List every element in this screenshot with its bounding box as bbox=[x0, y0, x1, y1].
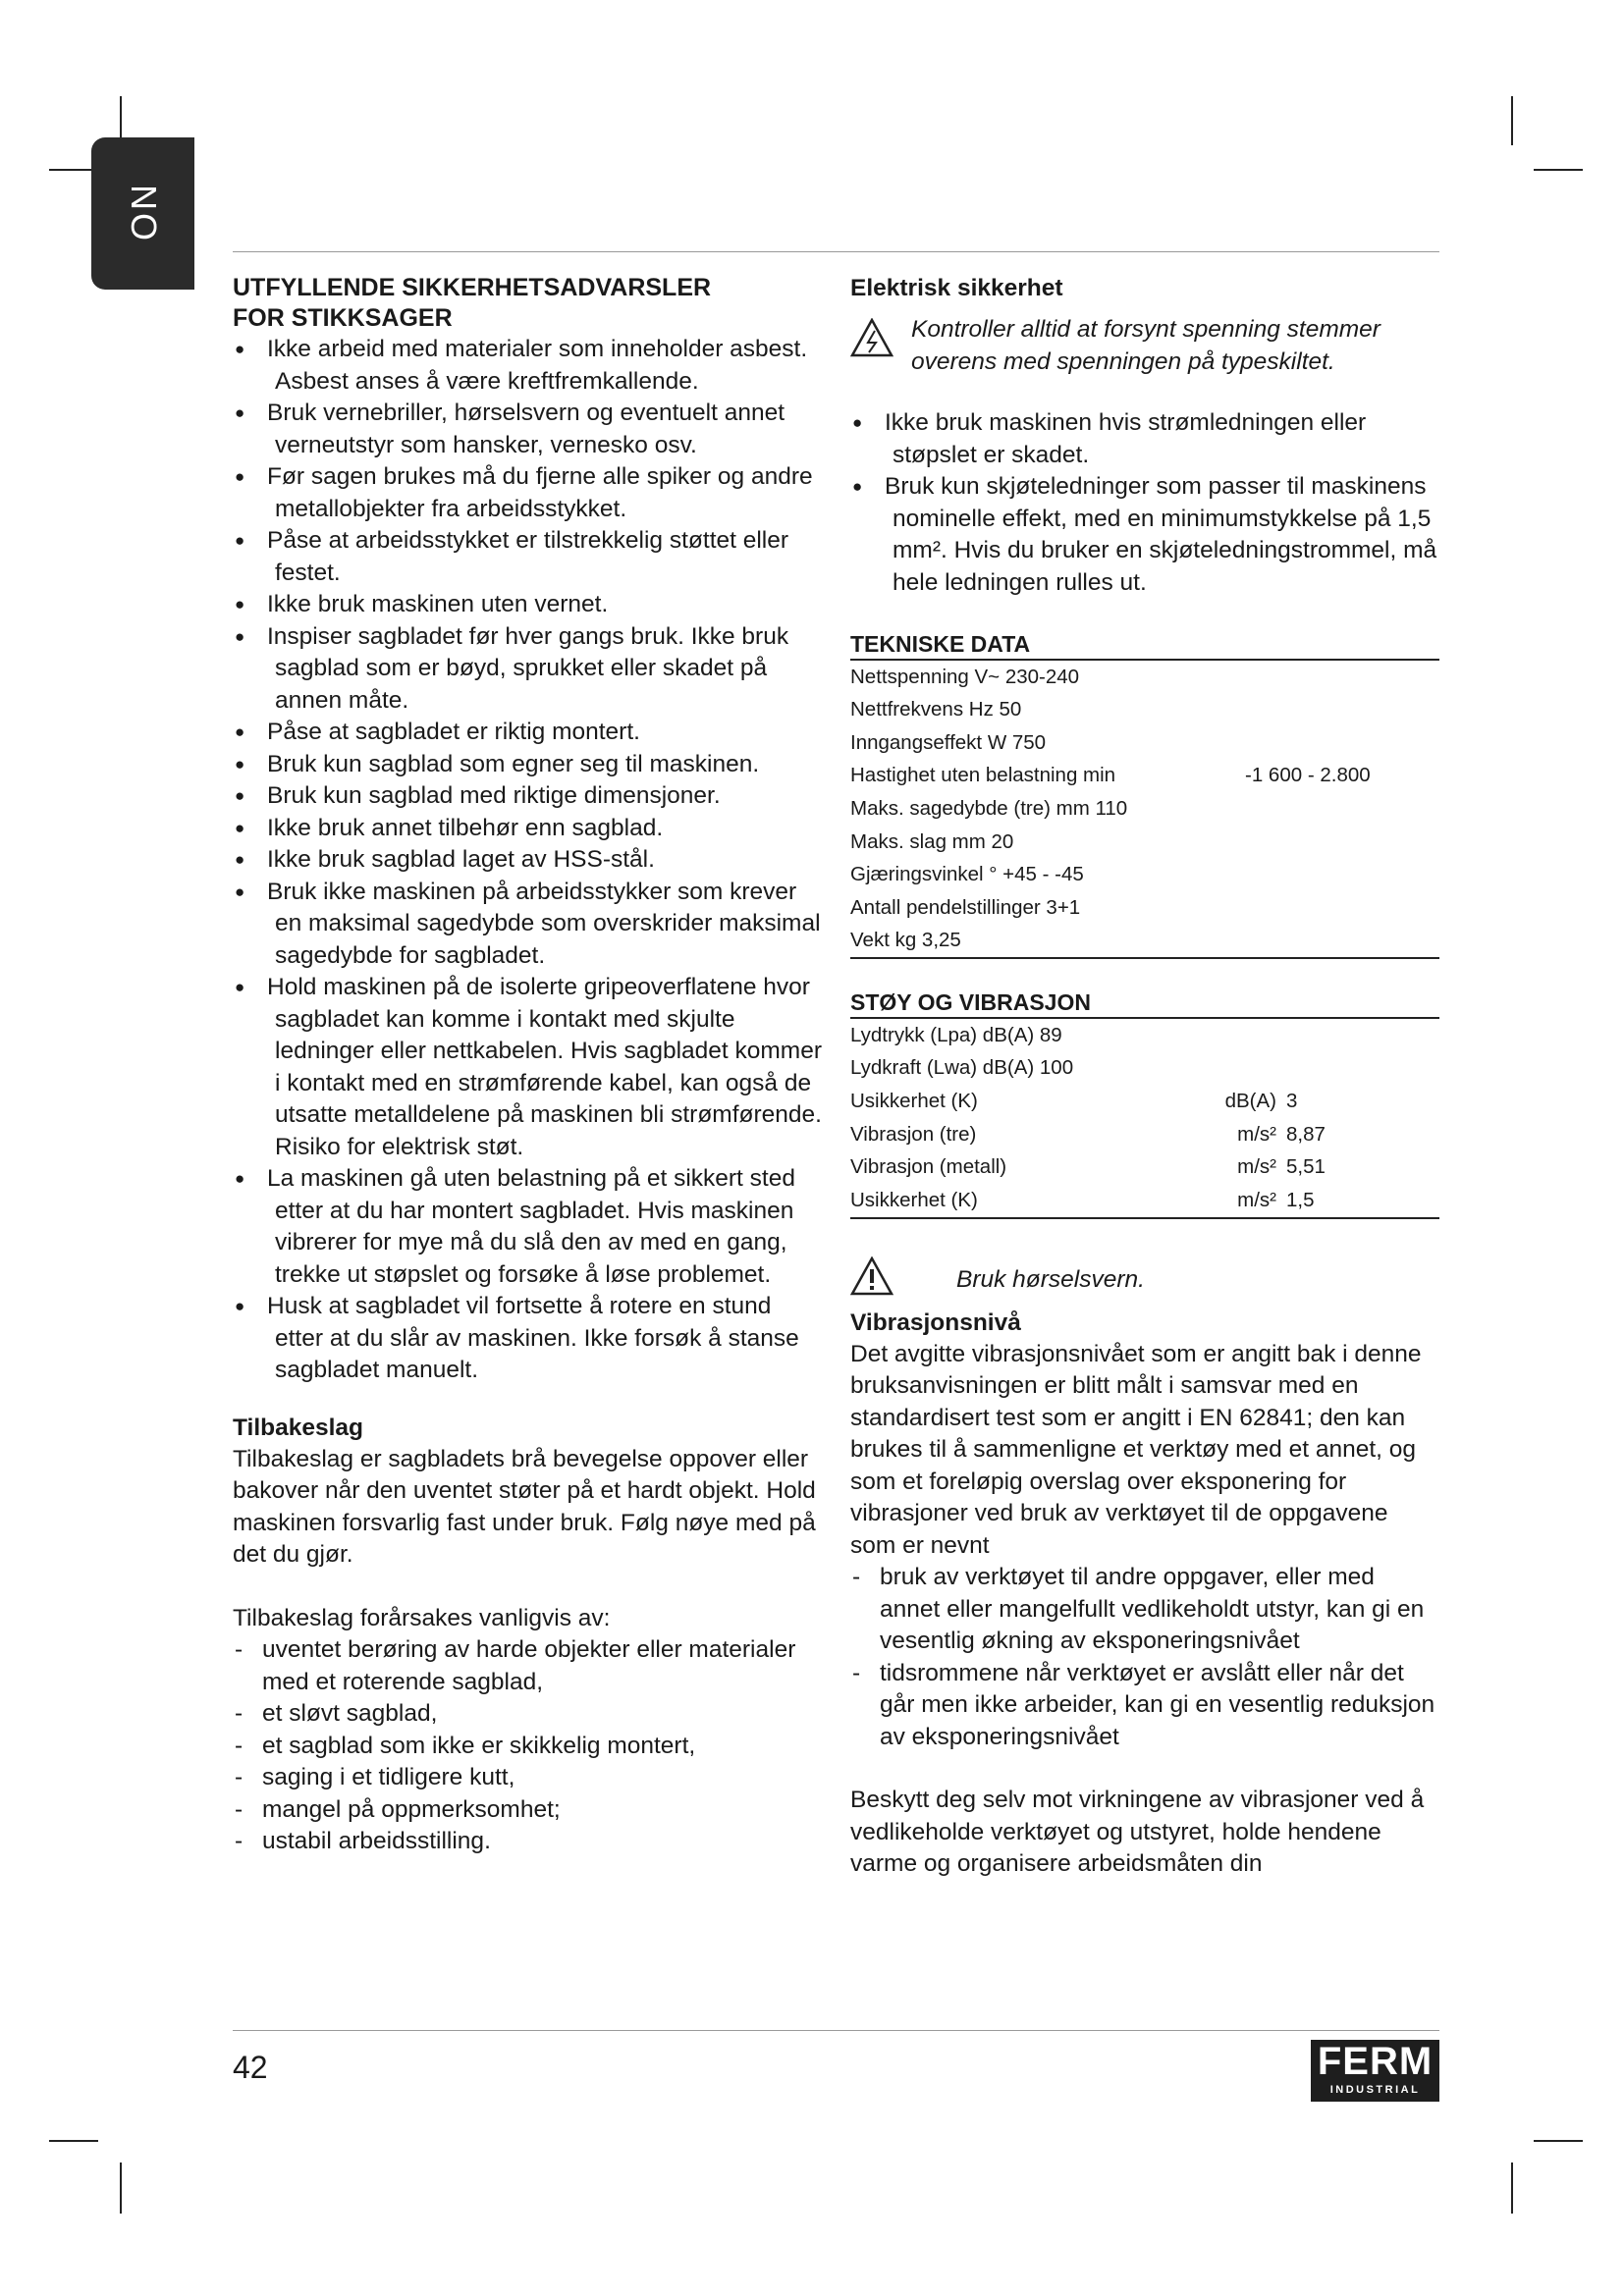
table-cell: m/s² bbox=[1204, 1184, 1286, 1218]
language-code: NO bbox=[123, 184, 164, 243]
table-cell: Lydtrykk (Lpa) dB(A) 89 bbox=[850, 1023, 1062, 1046]
bottom-rule bbox=[233, 2030, 1439, 2031]
table-cell bbox=[1245, 859, 1439, 892]
list-item: ● Bruk kun sagblad som egner seg til maskinen. bbox=[233, 749, 822, 781]
top-rule bbox=[233, 251, 1439, 252]
table-row bbox=[850, 1019, 1439, 1052]
table-cell bbox=[1204, 1019, 1286, 1052]
ferm-logo: FERM INDUSTRIAL bbox=[1311, 2040, 1439, 2102]
table-cell: Lydkraft (Lwa) dB(A) 100 bbox=[850, 1056, 1074, 1080]
list-item: ● Husk at sagbladet vil fortsette å rotere en stund etter at du slår av maskinen. Ikke forsøk å stanse sagbladet manuelt. bbox=[233, 1291, 822, 1387]
table-cell: Nettspenning V~ 230-240 bbox=[850, 665, 1080, 688]
page-number: 42 bbox=[233, 2050, 268, 2085]
crop-mark bbox=[1534, 169, 1583, 171]
crop-mark bbox=[49, 2140, 98, 2142]
table-cell: Nettfrekvens Hz 50 bbox=[850, 698, 1022, 721]
hearing-warning: Bruk hørselsvern. bbox=[850, 1256, 1439, 1304]
list-item: ● Bruk vernebriller, hørselsvern og eventuelt annet verneutstyr som hansker, vernesko osv. bbox=[233, 398, 822, 461]
table-cell: Inngangseffekt W 750 bbox=[850, 730, 1047, 754]
table-cell: Vibrasjon (metall) bbox=[850, 1155, 1007, 1179]
list-item: ● La maskinen gå uten belastning på et sikkert sted etter at du har montert sagbladet. Hvis maskinen vibrerer for mye må du slå den av med en gang, trekke ut støpslet og forsøke å løse problemet. bbox=[233, 1163, 822, 1291]
list-item: ● Bruk kun sagblad med riktige dimensjoner. bbox=[233, 780, 822, 813]
table-row bbox=[850, 826, 1439, 859]
electrical-heading: Elektrisk sikkerhet bbox=[850, 275, 1063, 301]
table-row bbox=[850, 1118, 1439, 1151]
warning-icon bbox=[850, 1256, 893, 1296]
table-row bbox=[850, 1184, 1439, 1218]
list-item: ● Ikke bruk sagblad laget av HSS-stål. bbox=[233, 844, 822, 877]
table-cell: Gjæringsvinkel ° +45 - -45 bbox=[850, 863, 1084, 886]
noise-heading: STØY OG VIBRASJON bbox=[850, 988, 1439, 1019]
list-item: ● Ikke bruk maskinen uten vernet. bbox=[233, 589, 822, 621]
tech-data-heading: TEKNISKE DATA bbox=[850, 630, 1439, 661]
list-item: ● Inspiser sagbladet før hver gangs bruk. Ikke bruk sagblad som er bøyd, sprukket eller skadet på annen måte. bbox=[233, 621, 822, 718]
right-column bbox=[850, 273, 1439, 1881]
list-item: - ustabil arbeidsstilling. bbox=[233, 1826, 822, 1858]
electric-warning-icon bbox=[850, 318, 893, 357]
vibration-heading: Vibrasjonsnivå bbox=[850, 1308, 1021, 1336]
kickback-heading: Tilbakeslag bbox=[233, 1414, 364, 1441]
table-cell: Maks. slag mm 20 bbox=[850, 829, 1014, 853]
table-cell bbox=[1245, 792, 1439, 826]
table-row bbox=[850, 694, 1439, 727]
table-cell bbox=[1245, 694, 1439, 727]
table-cell bbox=[1245, 726, 1439, 760]
table-cell: m/s² bbox=[1237, 1122, 1276, 1146]
table-cell: 1,5 bbox=[1286, 1184, 1439, 1218]
electrical-warning: Kontroller alltid at forsynt spenning stemmer overens med spenningen på typeskiltet. bbox=[850, 314, 1439, 378]
table-cell bbox=[1245, 925, 1439, 959]
table-cell: Usikkerhet (K) bbox=[850, 1184, 1204, 1218]
crop-mark bbox=[120, 2163, 122, 2214]
kickback-paragraph: Tilbakeslag er sagbladets brå bevegelse oppover eller bakover når den uventet støter på et hardt objekt. Hold maskinen forsvarlig fast under bruk. Følg nøye med på det du gjør. bbox=[233, 1445, 816, 1568]
table-cell: Antall pendelstillinger 3+1 bbox=[850, 895, 1081, 919]
table-cell: dB(A) bbox=[1224, 1090, 1276, 1113]
table-row bbox=[850, 1052, 1439, 1086]
table-cell bbox=[1245, 891, 1439, 925]
noise-table bbox=[850, 1019, 1439, 1219]
crop-mark bbox=[1511, 96, 1513, 145]
causes-list bbox=[233, 1634, 822, 1858]
table-cell bbox=[1245, 661, 1439, 694]
protect-paragraph: Beskytt deg selv mot virkningene av vibrasjoner ved å vedlikeholde verktøyet og utstyret, holde hendene varme og organisere arbeidsmåten din bbox=[850, 1787, 1425, 1878]
table-cell: Hastighet uten belastning min bbox=[850, 764, 1116, 787]
table-cell: 5,51 bbox=[1286, 1155, 1326, 1179]
table-row bbox=[850, 925, 1439, 959]
table-cell: 3 bbox=[1286, 1090, 1298, 1113]
table-row bbox=[850, 1151, 1439, 1185]
table-cell: 8,87 bbox=[1286, 1122, 1326, 1146]
vibration-list bbox=[850, 1562, 1439, 1753]
table-cell: -1 600 - 2.800 bbox=[1245, 764, 1371, 787]
table-cell: Maks. sagedybde (tre) mm 110 bbox=[850, 796, 1128, 820]
list-item: ● Bruk ikke maskinen på arbeidsstykker som krever en maksimal sagedybde som overskrider maksimal sagedybde for sagbladet. bbox=[233, 877, 822, 973]
table-cell bbox=[1245, 826, 1439, 859]
list-item: - et sløvt sagblad, bbox=[233, 1698, 822, 1731]
crop-mark bbox=[1534, 2140, 1583, 2142]
table-cell bbox=[1286, 1052, 1439, 1086]
list-item: - et sagblad som ikke er skikkelig montert, bbox=[233, 1731, 822, 1763]
table-row bbox=[850, 760, 1439, 793]
list-item: - saging i et tidligere kutt, bbox=[233, 1762, 822, 1794]
language-tab bbox=[91, 137, 194, 290]
table-row bbox=[850, 891, 1439, 925]
list-item: ● Før sagen brukes må du fjerne alle spiker og andre metallobjekter fra arbeidsstykket. bbox=[233, 461, 822, 525]
table-cell bbox=[1286, 1019, 1439, 1052]
list-item: ● Ikke arbeid med materialer som inneholder asbest. Asbest anses å være kreftfremkallende. bbox=[233, 334, 822, 398]
table-cell: Vibrasjon (tre) bbox=[850, 1122, 977, 1146]
table-row bbox=[850, 792, 1439, 826]
table-row bbox=[850, 661, 1439, 694]
list-item: ● Påse at sagbladet er riktig montert. bbox=[233, 717, 822, 749]
causes-intro: Tilbakeslag forårsakes vanligvis av: bbox=[233, 1604, 611, 1631]
list-item: ● Hold maskinen på de isolerte gripeoverflatene hvor sagbladet kan komme i kontakt med skjulte ledninger eller nettkabelen. Hvis sagbladet kommer i kontakt med en strømførende kabel, kan også de utsatte metalldelene på maskinen bli strømførende. Risiko for elektrisk støt. bbox=[233, 972, 822, 1163]
table-row bbox=[850, 726, 1439, 760]
list-item: ● Ikke bruk maskinen hvis strømledningen eller støpslet er skadet. bbox=[850, 407, 1439, 471]
table-cell: Usikkerhet (K) bbox=[850, 1090, 978, 1113]
table-cell bbox=[1204, 1052, 1286, 1086]
crop-mark bbox=[1511, 2163, 1513, 2214]
safety-heading: UTFYLLENDE SIKKERHETSADVARSLER FOR STIKKSAGER bbox=[233, 274, 712, 332]
list-item: ● Ikke bruk annet tilbehør enn sagblad. bbox=[233, 813, 822, 845]
table-cell: m/s² bbox=[1237, 1155, 1276, 1179]
list-item: - uventet berøring av harde objekter eller materialer med et roterende sagblad, bbox=[233, 1634, 822, 1698]
tech-data-table bbox=[850, 661, 1439, 959]
list-item: - tidsrommene når verktøyet er avslått eller når det går men ikke arbeider, kan gi en vesentlig reduksjon av eksponeringsnivået bbox=[850, 1658, 1439, 1754]
table-row bbox=[850, 1086, 1439, 1119]
list-item: ● Bruk kun skjøteledninger som passer til maskinens nominelle effekt, med en minimumstykkelse på 1,5 mm². Hvis du bruker en skjøteledningstrommel, må hele ledningen rulles ut. bbox=[850, 471, 1439, 599]
electrical-list bbox=[850, 407, 1439, 599]
list-item: - mangel på oppmerksomhet; bbox=[233, 1794, 822, 1827]
left-column bbox=[233, 273, 822, 1858]
vibration-paragraph: Det avgitte vibrasjonsnivået som er angitt bak i denne bruksanvisningen er blitt målt i samsvar med en standardisert test som er angitt i EN 62841; den kan brukes til å sammenligne et verktøy med et annet, og som et foreløpig overslag over eksponering for vibrasjoner ved bruk av verktøyet til de oppgavene som er nevnt bbox=[850, 1340, 1422, 1559]
list-item: - bruk av verktøyet til andre oppgaver, eller med annet eller mangelfullt vedlikeholdt utstyr, kan gi en vesentlig økning av eksponeringsnivået bbox=[850, 1562, 1439, 1658]
table-row bbox=[850, 859, 1439, 892]
safety-list bbox=[233, 334, 822, 1387]
list-item: ● Påse at arbeidsstykket er tilstrekkelig støttet eller festet. bbox=[233, 525, 822, 589]
table-cell: Vekt kg 3,25 bbox=[850, 925, 1245, 959]
